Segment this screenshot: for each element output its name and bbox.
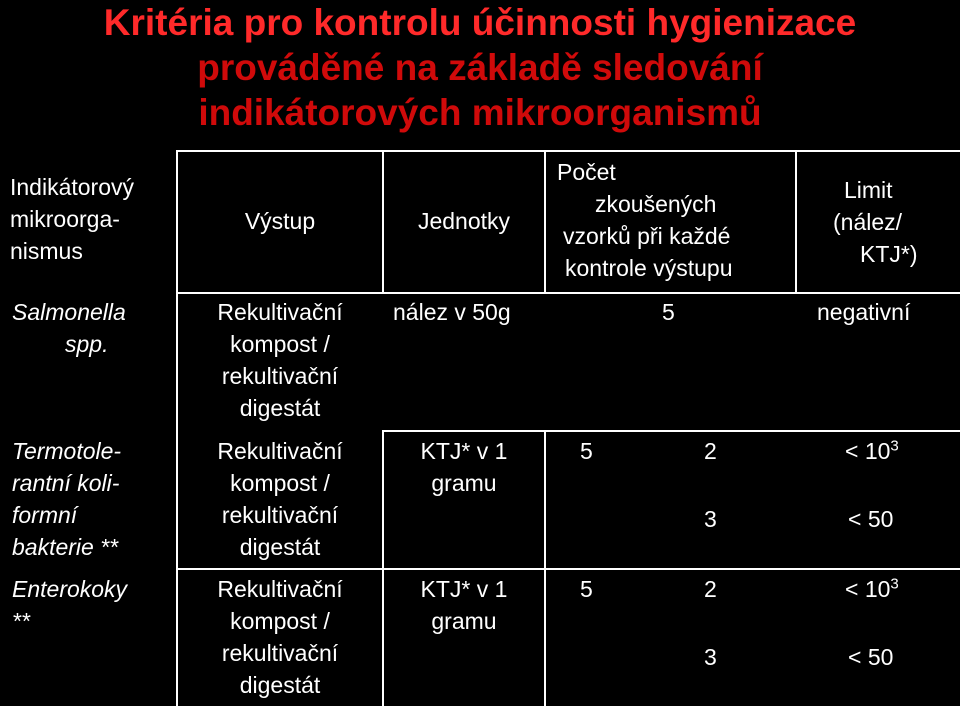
row-salmonella-unit: nález v 50g	[393, 299, 511, 325]
header-organism	[10, 171, 170, 267]
header-limit-line: Limit	[844, 177, 893, 203]
row-coliform-organism	[12, 435, 172, 563]
header-sample-line: vzorků při každé	[563, 223, 731, 249]
title-line-2: prováděné na základě sledování	[197, 47, 763, 88]
row-enterococci-c-2: 3	[704, 644, 717, 670]
organism-line: Enterokoky	[12, 576, 128, 602]
title-line-3: indikátorových mikroorganismů	[198, 92, 762, 133]
header-sample-line: zkoušených	[595, 191, 717, 217]
row-coliform-n: 5	[580, 438, 593, 464]
row-enterococci-organism	[12, 573, 172, 637]
row-coliform-c-2: 3	[704, 506, 717, 532]
row-salmonella-count: 5	[662, 299, 675, 325]
organism-line: spp.	[65, 331, 109, 357]
output-line: digestát	[239, 534, 321, 560]
header-sample-line: kontrole výstupu	[565, 255, 733, 281]
limit-exponent: 3	[890, 575, 899, 593]
organism-line: **	[12, 608, 30, 634]
row-salmonella-organism	[10, 296, 170, 360]
output-line: Rekultivační	[217, 438, 343, 464]
output-line: rekultivační	[221, 640, 339, 666]
header-limit-line: KTJ*)	[860, 241, 918, 267]
output-line: kompost /	[230, 470, 330, 496]
organism-line: formní	[12, 502, 78, 528]
row-enterococci-n: 5	[580, 576, 593, 602]
row-enterococci-unit	[384, 573, 544, 637]
organism-line: rantní koli-	[12, 470, 120, 496]
output-line: Rekultivační	[217, 299, 343, 325]
row-coliform-c-1: 2	[704, 438, 717, 464]
header-organism-line: Indikátorový	[10, 174, 135, 200]
row-enterococci-c-1: 2	[704, 576, 717, 602]
row-salmonella-limit: negativní	[817, 299, 911, 325]
header-units: Jednotky	[417, 208, 511, 234]
limit-base: < 10	[845, 576, 891, 602]
unit-line: KTJ* v 1	[420, 438, 508, 464]
header-output: Výstup	[244, 208, 316, 234]
header-limit-line: (nález/	[833, 209, 903, 235]
row-coliform-unit	[384, 435, 544, 499]
row-coliform-limit-2: < 50	[848, 506, 894, 532]
unit-line: gramu	[431, 470, 497, 496]
row-salmonella-output	[178, 296, 382, 424]
header-sample-line: Počet	[557, 159, 616, 185]
row-enterococci-limit-1	[845, 573, 899, 605]
row-enterococci-output	[178, 573, 382, 701]
header-organism-line: nismus	[10, 238, 83, 264]
organism-line: Salmonella	[12, 299, 126, 325]
output-line: Rekultivační	[217, 576, 343, 602]
output-line: digestát	[239, 672, 321, 698]
output-line: digestát	[239, 395, 321, 421]
table-border	[382, 430, 960, 432]
output-line: rekultivační	[221, 363, 339, 389]
table-border	[176, 568, 960, 570]
header-limit	[797, 174, 960, 270]
row-coliform-limit-1	[845, 435, 899, 467]
output-line: kompost /	[230, 331, 330, 357]
organism-line: bakterie **	[12, 534, 119, 560]
table-border	[544, 150, 546, 294]
unit-line: gramu	[431, 608, 497, 634]
table-border	[176, 292, 960, 294]
row-enterococci-limit-2: < 50	[848, 644, 894, 670]
limit-exponent: 3	[890, 437, 899, 455]
unit-line: KTJ* v 1	[420, 576, 508, 602]
output-line: rekultivační	[221, 502, 339, 528]
table-border	[176, 150, 960, 152]
limit-base: < 10	[845, 438, 891, 464]
header-sample-count	[557, 156, 793, 284]
output-line: kompost /	[230, 608, 330, 634]
row-coliform-output	[178, 435, 382, 563]
title-line-1: Kritéria pro kontrolu účinnosti hygienizace	[103, 2, 857, 43]
organism-line: Termotole-	[12, 438, 122, 464]
header-organism-line: mikroorga-	[10, 206, 120, 232]
